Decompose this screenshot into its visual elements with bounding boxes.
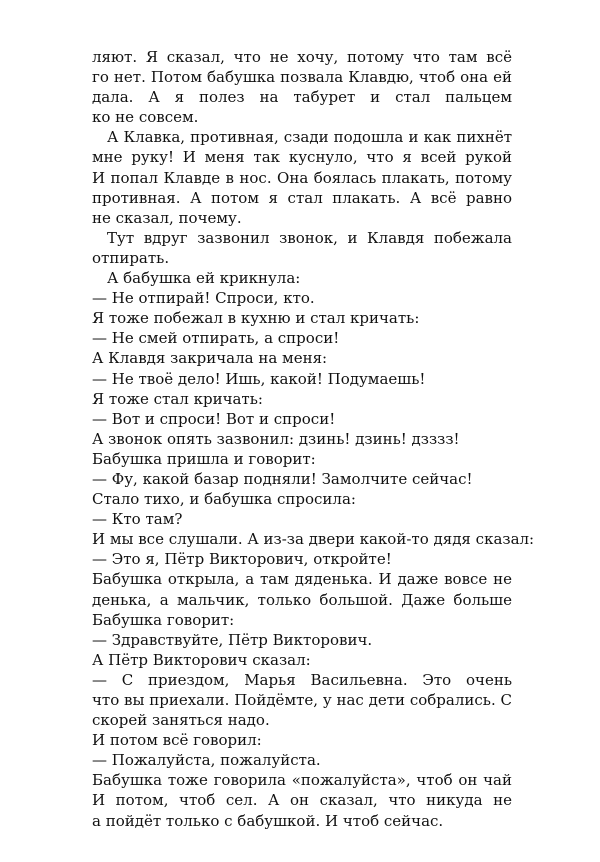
text-line: Тут вдруг зазвонил звонок, и Клавдя побежала	[107, 228, 512, 247]
text-line: мне руку! И меня так куснуло, что я всей рукой	[92, 148, 512, 167]
text-line: А бабушка ей крикнула:	[107, 269, 301, 288]
text-line: А звонок опять зазвонил: дзинь! дзинь! дзззз!	[92, 429, 460, 448]
text-line: А Клавдя закричала на меня:	[92, 349, 328, 368]
text-line: — Пожалуйста, пожалуйста.	[92, 751, 321, 770]
text-line: — Не твоё дело! Ишь, какой! Подумаешь!	[92, 369, 426, 388]
text-line: го нет. Потом бабушка позвала Клавдю, чтоб она ей	[92, 68, 512, 87]
text-line: А Пётр Викторович сказал:	[92, 650, 311, 669]
text-line: ляют. Я сказал, что не хочу, потому что там всё	[92, 48, 512, 66]
text-line: — С приездом, Марья Васильевна. Это очень	[92, 670, 512, 689]
body-text	[92, 47, 535, 831]
text-line: И потом, чтоб сел. А он сказал, что никуда не	[92, 791, 512, 810]
text-line: Бабушка пришла и говорит:	[92, 449, 316, 468]
text-line: противная. А потом я стал плакать. А всё равно	[92, 188, 512, 207]
text-line: — Это я, Пётр Викторович, откройте!	[92, 550, 392, 569]
text-line: Я тоже побежал в кухню и стал кричать:	[92, 309, 420, 328]
text-line: а пойдёт только с бабушкой. И чтоб сейчас.	[92, 811, 444, 830]
text-line: — Здравствуйте, Пётр Викторович.	[92, 630, 373, 649]
text-line: ко не совсем.	[92, 108, 199, 127]
text-line: — Вот и спроси! Вот и спроси!	[92, 409, 336, 428]
text-line: И мы все слушали. А из-за двери какой-то дядя сказал:	[92, 530, 535, 549]
text-line: Бабушка открыла, а там дяденька. И даже вовсе не	[92, 570, 512, 589]
text-line: Я тоже стал кричать:	[92, 389, 263, 408]
text-line: — Кто там?	[92, 510, 183, 529]
text-line: отпирать.	[92, 248, 170, 267]
text-line: — Фу, какой базар подняли! Замолчите сейчас!	[92, 469, 473, 488]
text-line: что вы приехали. Пойдёмте, у нас дети собрались. С	[92, 691, 512, 709]
text-line: И попал Клавде в нос. Она боялась плакать, потому	[92, 168, 512, 187]
text-line: дала. А я полез на табурет и стал пальцем	[92, 88, 512, 107]
text-line: Бабушка говорит:	[92, 610, 235, 629]
text-line: И потом всё говорил:	[92, 731, 262, 750]
text-line: — Не смей отпирать, а спроси!	[92, 329, 340, 348]
text-line: — Не отпирай! Спроси, кто.	[92, 289, 315, 308]
text-line: Бабушка тоже говорила «пожалуйста», чтоб он чай	[92, 771, 512, 790]
text-line: скорей заняться надо.	[92, 711, 270, 730]
text-line: А Клавка, противная, сзади подошла и как пихнёт	[107, 128, 512, 147]
text-line: Стало тихо, и бабушка спросила:	[92, 490, 356, 509]
text-line: денька, а мальчик, только большой. Даже больше	[92, 590, 512, 609]
text-line: не сказал, почему.	[92, 208, 242, 227]
